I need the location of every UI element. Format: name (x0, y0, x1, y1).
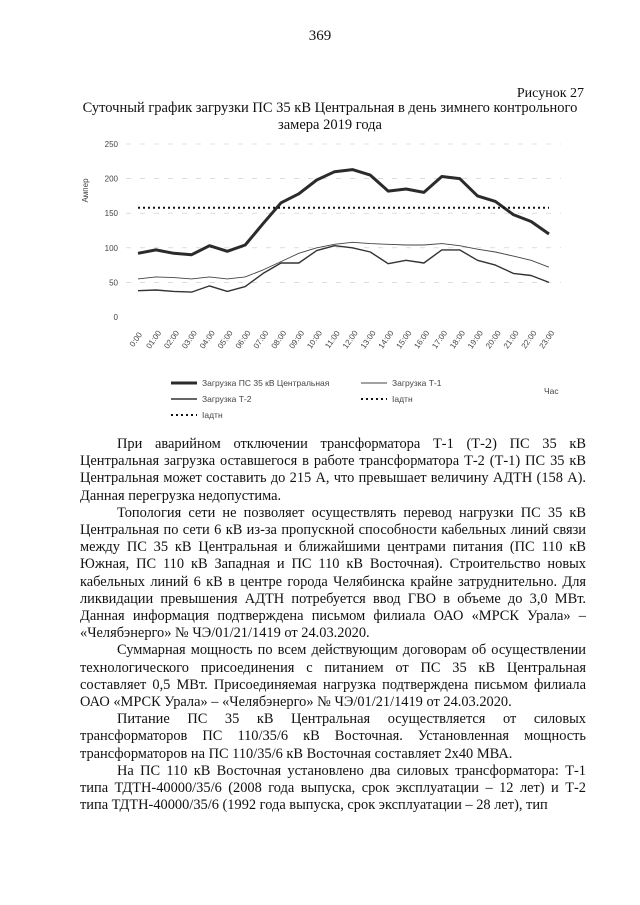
x-tick-label: 20:00 (483, 328, 503, 351)
legend-label: Iадтн (202, 410, 223, 420)
y-axis-label: Ампер (81, 178, 90, 203)
x-tick-label: 18:00 (448, 328, 468, 351)
x-tick-label: 11:00 (323, 329, 342, 351)
y-tick-label: 0 (113, 313, 118, 322)
x-tick-label: 09:00 (287, 328, 307, 351)
paragraph: Питание ПС 35 кВ Центральная осуществляется от силовых трансформаторов ПС 110/35/6 кВ Восточная. Установленная мощность трансформаторов на ПС 110/35/6 кВ Восточная составляет 2х40 МВА. (80, 711, 586, 762)
x-tick-label: 16:00 (412, 328, 432, 351)
x-tick-label: 10:00 (305, 328, 325, 351)
load-chart (76, 132, 576, 428)
x-tick-label: 08:00 (269, 328, 289, 351)
x-tick-label: 22:00 (519, 328, 539, 351)
y-tick-label: 150 (104, 209, 118, 219)
paragraph: Суммарная мощность по всем действующим договорам об осуществлении технологического присоединения с питанием от ПС 35 кВ Центральная составляет 0,5 МВт. Присоединяемая нагрузка подтверждена письмом филиала ОАО «МРСК Урала» – «Челябэнерго» № ЧЭ/01/21/1419 от 24.03.2020. (80, 642, 586, 711)
x-tick-label: 03:00 (180, 328, 199, 351)
page-number: 369 (308, 28, 332, 44)
y-tick-label: 50 (109, 278, 118, 288)
figure-label: Рисунок 27 (516, 86, 584, 101)
paragraph: На ПС 110 кВ Восточная установлено два силовых трансформатора: Т-1 типа ТДТН-40000/35/6 (2008 года выпуска, срок эксплуатации – 12 лет) и Т-2 типа ТДТН-40000/35/6 (1992 года выпуска, срок эксплуатации – 28 лет), тип (80, 762, 586, 814)
x-axis-label: Час (544, 386, 559, 396)
x-tick-label: 13:00 (358, 328, 378, 351)
x-tick-label: 15:00 (394, 328, 414, 351)
x-tick-label: 06:00 (233, 328, 253, 351)
x-tick-label: 0:00 (127, 330, 145, 349)
x-tick-label: 17:00 (430, 328, 450, 351)
paragraph: Топология сети не позволяет осуществлять перевод нагрузки ПС 35 кВ Центральная по сети 6 кВ из-за пропускной способности кабельных линий связи между ПС 35 кВ Центральная и ближайшими центрами питания (ПС 110 кВ Южная, ПС 110 кВ Западная и ПС 110 кВ Восточная). Строительство новых кабельных линий 6 кВ в центре города Челябинска крайне затруднительно. Для ликвидации превышения АДТН потребуется ввод ГВО в объеме до 3,0 МВт. Данная информация подтверждена письмом филиала ОАО «МРСК Урала» – «Челябэнерго» № ЧЭ/01/21/1419 от 24.03.2020. (80, 504, 586, 642)
body-text (80, 436, 586, 814)
legend-label: Загрузка Т-2 (202, 394, 252, 404)
paragraph: При аварийном отключении трансформатора Т-1 (Т-2) ПС 35 кВ Центральная загрузка оставшегося в работе трансформатора Т-2 (Т-1) ПС 35 кВ Центральная может составить до 215 А, что превышает величину АДТН (158 А). Данная перегрузка недопустима. (80, 436, 586, 504)
x-tick-label: 19:00 (466, 328, 485, 351)
x-tick-label: 14:00 (376, 328, 396, 351)
figure-title: Суточный график загрузки ПС 35 кВ Центральная в день зимнего контрольного замера 2019 года (82, 100, 578, 133)
legend-label: Загрузка Т-1 (392, 378, 442, 388)
x-tick-label: 04:00 (197, 328, 217, 351)
series-line-1 (138, 170, 549, 255)
x-tick-label: 01:00 (144, 328, 164, 351)
x-tick-label: 05:00 (215, 328, 235, 351)
x-tick-label: 12:00 (340, 328, 360, 351)
y-tick-label: 200 (104, 174, 118, 184)
x-tick-label: 07:00 (251, 328, 271, 351)
y-tick-label: 100 (104, 243, 118, 253)
y-tick-label: 250 (104, 140, 118, 149)
x-tick-label: 02:00 (162, 328, 182, 351)
legend-label: Iадтн (392, 394, 413, 404)
legend-label: Загрузка ПС 35 кВ Центральная (202, 378, 330, 388)
series-line-3 (138, 246, 549, 292)
x-tick-label: 23:00 (537, 328, 557, 351)
x-tick-label: 21:00 (501, 328, 521, 351)
